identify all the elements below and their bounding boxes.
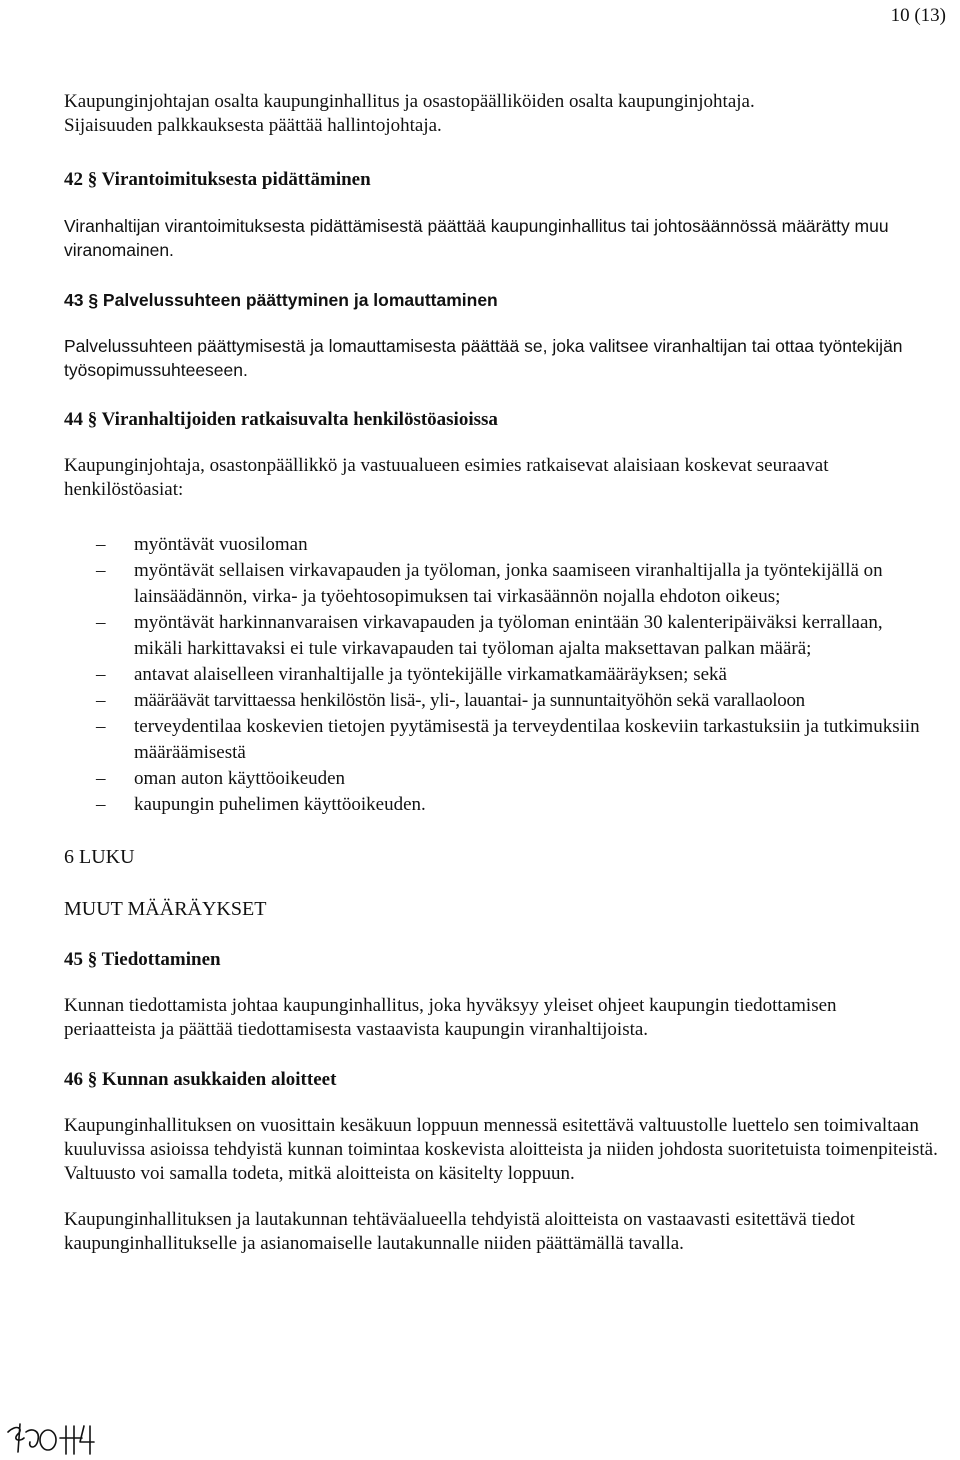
dash-marker: – xyxy=(96,534,106,555)
dash-marker: – xyxy=(96,664,106,685)
handwritten-initials-signature xyxy=(2,1418,112,1460)
section-43-body: Palvelussuhteen päättymisestä ja lomauttamisesta päättää se, joka valitsee viranhaltijan tai ottaa työntekijän työsopimussuhteeseen. xyxy=(64,336,903,380)
list-item: – myöntävät sellaisen virkavapauden ja työloman, jonka saamiseen viranhaltijalla ja työntekijällä on lainsäädännön, virka- ja työehtosopimuksen tai virkasäännön nojalla ehdoton oikeus; xyxy=(96,560,883,607)
section-44-list xyxy=(64,532,954,818)
list-item: – kaupungin puhelimen käyttöoikeuden. xyxy=(64,792,954,818)
dash-marker: – xyxy=(96,794,106,815)
dash-marker: – xyxy=(96,768,106,789)
section-44-heading: 44 § Viranhaltijoiden ratkaisuvalta henkilöstöasioissa xyxy=(64,409,498,430)
section-43-heading: 43 § Palvelussuhteen päättyminen ja lomauttaminen xyxy=(64,290,498,310)
list-item: – terveydentilaa koskevien tietojen pyytämisestä ja terveydentilaa koskeviin tarkastuksiin ja tutkimuksiin määräämisestä xyxy=(96,716,920,763)
intro-line-1: Kaupunginjohtajan osalta kaupunginhallitus ja osastopäälliköiden osalta kaupunginjohtaja. xyxy=(64,91,755,112)
intro-line-2: Sijaisuuden palkkauksesta päättää hallintojohtaja. xyxy=(64,115,442,136)
list-item: – määräävät tarvittaessa henkilöstön lisä-, yli-, lauantai- ja sunnuntaityöhön sekä varallaoloon xyxy=(64,688,954,714)
section-46-heading: 46 § Kunnan asukkaiden aloitteet xyxy=(64,1069,337,1090)
section-42-body: Viranhaltijan virantoimituksesta pidättämisestä päättää kaupunginhallitus tai johtosäännössä määrätty muu viranomainen. xyxy=(64,216,889,260)
section-46-body-1: Kaupunginhallituksen on vuosittain kesäkuun loppuun mennessä esitettävä valtuustolle luettelo sen toimivaltaan kuuluvissa asioissa tehdyistä kunnan toimintaa koskevista aloitteista ja niiden johdosta suoritetuista toimenpiteistä. Valtuusto voi samalla todeta, mitkä aloitteista on käsitelty loppuun. xyxy=(64,1115,938,1184)
page-number: 10 (13) xyxy=(890,5,946,26)
dash-marker: – xyxy=(96,690,106,711)
section-42-heading: 42 § Virantoimituksesta pidättäminen xyxy=(64,169,371,190)
chapter-title: MUUT MÄÄRÄYKSET xyxy=(64,898,267,920)
dash-marker: – xyxy=(96,612,106,633)
section-44-body: Kaupunginjohtaja, osastonpäällikkö ja vastuualueen esimies ratkaisevat alaisiaan koskevat seuraavat henkilöstöasiat: xyxy=(64,455,829,500)
document-body xyxy=(64,90,954,1256)
dash-marker: – xyxy=(96,560,106,581)
section-46-body-2: Kaupunginhallituksen ja lautakunnan tehtäväalueella tehdyistä aloitteista on vastaavasti esitettävä tiedot kaupunginhallitukselle ja asianomaiselle lautakunnalle niiden päättämällä tavalla. xyxy=(64,1209,855,1254)
list-item: – oman auton käyttöoikeuden xyxy=(64,766,954,792)
list-item: – myöntävät vuosiloman xyxy=(64,532,954,558)
chapter-number: 6 LUKU xyxy=(64,846,135,868)
section-45-body: Kunnan tiedottamista johtaa kaupunginhallitus, joka hyväksyy yleiset ohjeet kaupungin tiedottamisen periaatteista ja päättää tiedottamisesta vastaavista kaupungin viranhaltijoista. xyxy=(64,995,837,1040)
dash-marker: – xyxy=(96,716,106,737)
list-item: – myöntävät harkinnanvaraisen virkavapauden ja työloman enintään 30 kalenteripäiväksi kerrallaan, mikäli harkittavaksi ei tule virkavapauden tai työloman ajalta maksettavan palkan määrä; xyxy=(96,612,883,659)
section-45-heading: 45 § Tiedottaminen xyxy=(64,949,221,970)
list-item: – antavat alaiselleen viranhaltijalle ja työntekijälle virkamatkamääräyksen; sekä xyxy=(64,662,954,688)
